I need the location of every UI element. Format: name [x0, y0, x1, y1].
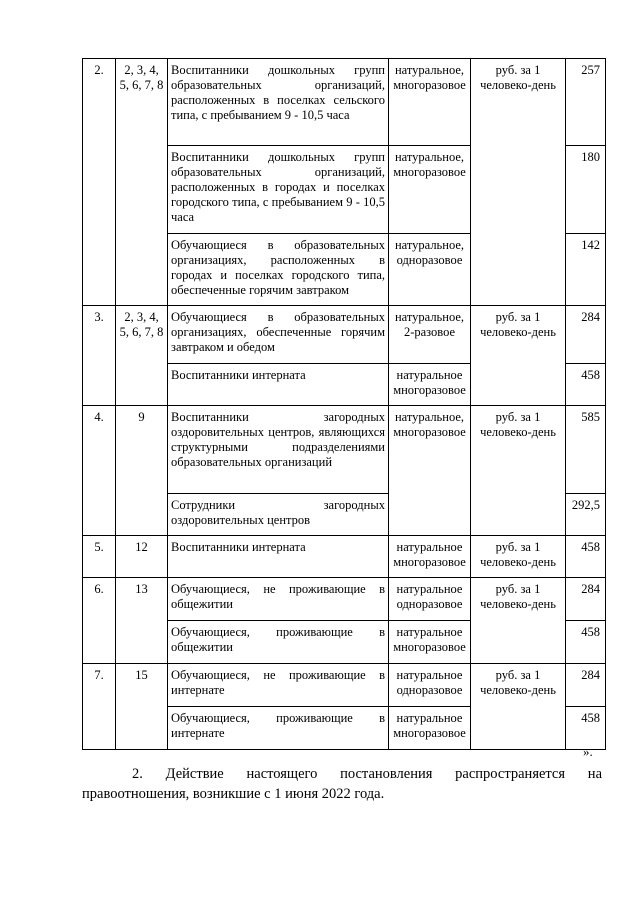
form-cell: натуральное многоразовое: [389, 707, 471, 750]
row-number-cell: 2.: [83, 59, 116, 306]
form-cell: натуральное многоразовое: [389, 536, 471, 578]
paragraph-text: Действие настоящего постановления распространяется на правоотношения, возникшие с 1 июня 2022 года.: [82, 766, 603, 802]
category-cell: Обучающиеся в образовательных организациях, расположенных в городах и поселках городского типа, обеспеченные горячим завтраком: [168, 234, 389, 306]
form-cell: натуральное, 2-разовое: [389, 306, 471, 364]
code-cell: 2, 3, 4, 5, 6, 7, 8: [116, 306, 168, 406]
category-cell: Воспитанники интерната: [168, 536, 389, 578]
code-cell: 2, 3, 4, 5, 6, 7, 8: [116, 59, 168, 306]
unit-cell: руб. за 1 человеко-день: [471, 59, 566, 306]
code-cell: 9: [116, 406, 168, 536]
unit-cell: руб. за 1 человеко-день: [471, 406, 566, 536]
value-cell: 180: [566, 146, 606, 234]
table-row: [83, 536, 606, 578]
category-cell: Обучающиеся, проживающие в общежитии: [168, 621, 389, 664]
value-cell: 585: [566, 406, 606, 494]
code-cell: 13: [116, 578, 168, 664]
value-cell: 142: [566, 234, 606, 306]
row-number-cell: 3.: [83, 306, 116, 406]
food-norms-table: [82, 58, 606, 750]
unit-cell: руб. за 1 человеко-день: [471, 664, 566, 750]
code-cell: 15: [116, 664, 168, 750]
category-cell: Воспитанники интерната: [168, 364, 389, 406]
form-cell: натуральное, многоразовое: [389, 146, 471, 234]
form-cell: натуральное многоразовое: [389, 621, 471, 664]
value-cell: 284: [566, 664, 606, 707]
category-cell: Сотрудники загородных оздоровительных центров: [168, 494, 389, 536]
paragraph: [82, 764, 602, 804]
row-number-cell: 7.: [83, 664, 116, 750]
unit-cell: руб. за 1 человеко-день: [471, 536, 566, 578]
form-cell: натуральное одноразовое: [389, 664, 471, 707]
code-cell: 12: [116, 536, 168, 578]
value-cell: 458: [566, 536, 606, 578]
category-cell: Обучающиеся, не проживающие в интернате: [168, 664, 389, 707]
row-number-cell: 4.: [83, 406, 116, 536]
form-cell: натуральное одноразовое: [389, 578, 471, 621]
value-cell: 284: [566, 306, 606, 364]
unit-cell: руб. за 1 человеко-день: [471, 306, 566, 406]
category-cell: Обучающиеся в образовательных организациях, обеспеченные горячим завтраком и обедом: [168, 306, 389, 364]
table-row: [83, 578, 606, 621]
paragraph-number: 2.: [132, 766, 143, 782]
value-cell: 458: [566, 707, 606, 750]
table-row: [83, 664, 606, 707]
category-cell: Воспитанники дошкольных групп образовательных организаций, расположенных в поселках сельского типа, с пребыванием 9 - 10,5 часа: [168, 59, 389, 146]
row-number-cell: 6.: [83, 578, 116, 664]
form-cell: натуральное, многоразовое: [389, 59, 471, 146]
table-row: [83, 59, 606, 146]
closing-quote-mark: ».: [583, 744, 593, 759]
value-cell: 292,5: [566, 494, 606, 536]
category-cell: Обучающиеся, проживающие в интернате: [168, 707, 389, 750]
value-cell: 458: [566, 364, 606, 406]
value-cell: 257: [566, 59, 606, 146]
form-cell: натуральное многоразовое: [389, 364, 471, 406]
category-cell: Воспитанники загородных оздоровительных центров, являющихся структурными подразделениями образовательных организаций: [168, 406, 389, 494]
table-row: [83, 306, 606, 364]
form-cell: натуральное, одноразовое: [389, 234, 471, 306]
category-cell: Воспитанники дошкольных групп образовательных организаций, расположенных в городах и поселках городского типа, с пребыванием 9 - 10,5 часа: [168, 146, 389, 234]
unit-cell: руб. за 1 человеко-день: [471, 578, 566, 664]
value-cell: 458: [566, 621, 606, 664]
row-number-cell: 5.: [83, 536, 116, 578]
form-cell: натуральное, многоразовое: [389, 406, 471, 536]
table-row: [83, 406, 606, 494]
value-cell: 284: [566, 578, 606, 621]
category-cell: Обучающиеся, не проживающие в общежитии: [168, 578, 389, 621]
